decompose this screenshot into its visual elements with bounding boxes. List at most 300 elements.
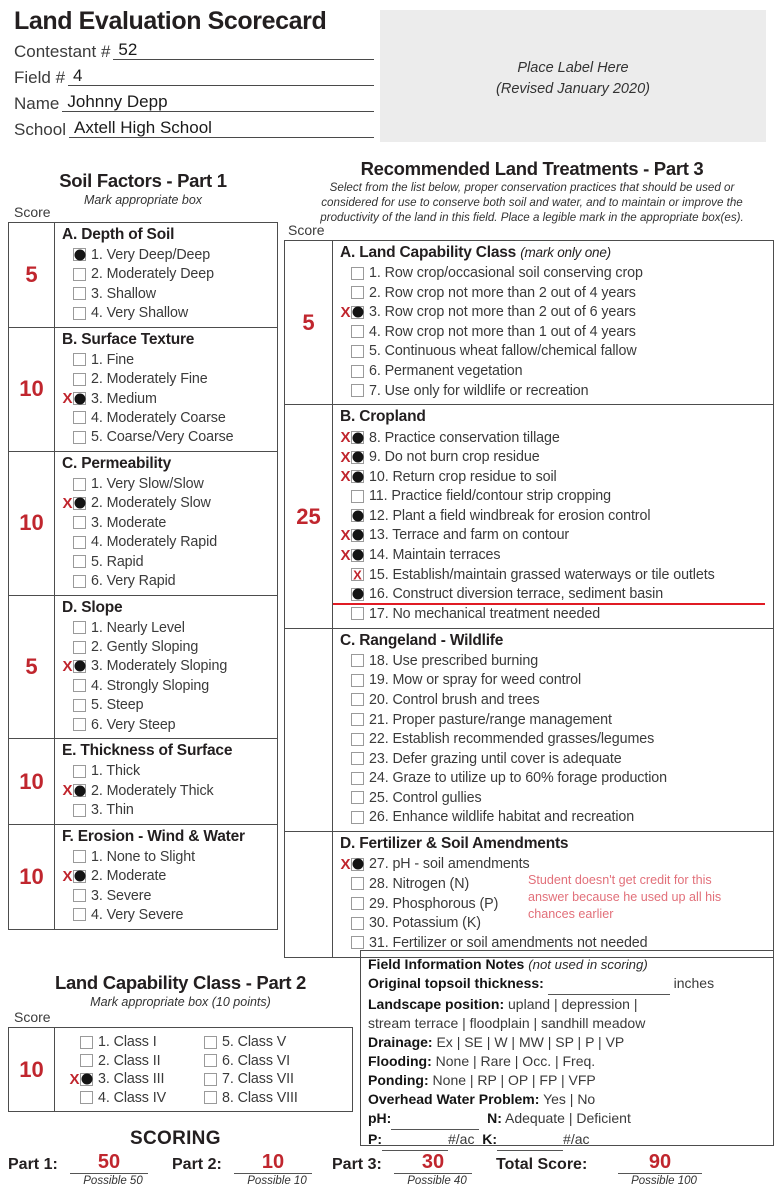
scoring-item <box>332 1152 476 1187</box>
option-row[interactable] <box>62 618 273 637</box>
option-row[interactable] <box>62 905 273 924</box>
checkbox-empty[interactable] <box>351 345 364 358</box>
option-row[interactable] <box>62 533 273 552</box>
part3-table <box>284 240 774 958</box>
part2-score-caption: Score <box>14 1009 51 1025</box>
option-label: 8. Practice conservation tillage <box>369 429 560 446</box>
checkbox-marked[interactable] <box>73 660 86 673</box>
factor-group <box>9 825 277 929</box>
scoring-value[interactable]: 90 <box>618 1152 702 1174</box>
ph-label: pH: <box>368 1109 392 1126</box>
factor-group <box>9 328 277 452</box>
place-label-text: Place Label Here <box>517 60 629 76</box>
checkbox-empty[interactable] <box>73 889 86 902</box>
option-label: 29. Phosphorous (P) <box>369 895 499 912</box>
option-label: 3. Class III <box>98 1071 165 1088</box>
checkbox-empty[interactable] <box>351 733 364 746</box>
factor-group <box>285 405 773 628</box>
score-cell[interactable]: 10 <box>9 825 55 929</box>
option-label: 3. Moderately Sloping <box>91 658 228 675</box>
grader-x-mark: X <box>340 855 351 873</box>
option-label: 6. Class VI <box>222 1052 291 1069</box>
option-row[interactable] <box>62 571 273 590</box>
group-title <box>340 244 769 262</box>
group-title-text: C. Permeability <box>62 455 171 473</box>
group-title-text: B. Surface Texture <box>62 330 195 348</box>
field-value-input[interactable]: 4 <box>68 67 374 86</box>
option-label: 7. Class VII <box>222 1071 294 1088</box>
ponding-label: Ponding: <box>368 1071 429 1088</box>
option-label: 1. Very Deep/Deep <box>91 246 211 263</box>
notes-title-note: (not used in scoring) <box>528 957 648 972</box>
score-cell[interactable] <box>285 832 333 956</box>
scoring-possible: Possible 40 <box>407 1175 467 1187</box>
group-title <box>62 226 273 244</box>
option-label: 28. Nitrogen (N) <box>369 875 470 892</box>
option-row[interactable] <box>62 350 273 369</box>
checkbox-empty[interactable] <box>351 674 364 687</box>
option-label: 1. Thick <box>91 763 140 780</box>
scoring-value[interactable]: 50 <box>70 1152 148 1174</box>
group-title-text: A. Land Capability Class <box>340 244 517 261</box>
checkbox-marked[interactable] <box>73 497 86 510</box>
checkbox-empty[interactable] <box>351 772 364 785</box>
checkbox-empty[interactable] <box>351 267 364 280</box>
group-body <box>55 825 277 929</box>
group-title <box>62 828 273 846</box>
option-row[interactable] <box>340 526 769 546</box>
checkbox-marked[interactable] <box>73 392 86 405</box>
n-label: N: <box>487 1109 502 1126</box>
checkbox-empty[interactable] <box>80 1036 93 1049</box>
checkbox-marked[interactable] <box>73 870 86 883</box>
option-row[interactable] <box>69 1089 166 1108</box>
checkbox-marked[interactable] <box>351 529 364 542</box>
checkbox-empty[interactable] <box>73 287 86 300</box>
grader-x-mark: X <box>62 494 73 512</box>
option-row[interactable] <box>340 729 769 749</box>
contestant-fields <box>14 39 374 138</box>
group-body <box>333 405 773 627</box>
checkbox-empty[interactable] <box>351 752 364 765</box>
k-label: K: <box>482 1130 498 1147</box>
factor-group <box>9 452 277 596</box>
option-label: 25. Control gullies <box>369 789 482 806</box>
option-row[interactable] <box>340 584 769 604</box>
field-row <box>14 39 374 60</box>
option-label: 7. Use only for wildlife or recreation <box>369 382 589 399</box>
option-row[interactable] <box>62 245 273 264</box>
checkbox-marked[interactable] <box>351 431 364 444</box>
group-title <box>62 331 273 349</box>
option-label: 4. Moderately Coarse <box>91 409 226 426</box>
option-label: 1. Row crop/occasional soil conserving crop <box>369 265 643 282</box>
n-value[interactable]: Adequate | Deficient <box>505 1109 631 1126</box>
checkbox-empty[interactable] <box>351 325 364 338</box>
checkbox-marked[interactable] <box>351 451 364 464</box>
option-label: 2. Gently Sloping <box>91 639 199 656</box>
option-row[interactable] <box>69 1070 166 1089</box>
checkbox-empty[interactable] <box>73 268 86 281</box>
drainage-value[interactable]: Ex | SE | W | MW | SP | P | VP <box>436 1033 625 1050</box>
option-row[interactable] <box>62 265 273 284</box>
group-body <box>55 452 277 595</box>
checkbox-empty[interactable] <box>351 286 364 299</box>
option-row[interactable] <box>340 710 769 730</box>
option-row[interactable] <box>62 408 273 427</box>
p-input[interactable] <box>382 1131 448 1151</box>
group-body <box>333 629 773 832</box>
checkbox-marked[interactable] <box>80 1073 93 1086</box>
group-title-text: D. Fertilizer & Soil Amendments <box>340 835 569 853</box>
checkbox-empty[interactable] <box>351 384 364 397</box>
group-title <box>340 408 769 426</box>
group-title <box>62 599 273 617</box>
k-input[interactable] <box>497 1131 563 1151</box>
checkbox-empty[interactable] <box>351 490 364 503</box>
place-label-box <box>380 10 766 142</box>
option-label: 1. Class I <box>98 1034 157 1051</box>
grader-x-mark: X <box>340 448 351 466</box>
scoring-label: Part 2: <box>172 1156 222 1173</box>
option-row[interactable] <box>62 552 273 571</box>
option-row[interactable] <box>62 474 273 493</box>
part3-header <box>290 158 774 225</box>
option-row[interactable] <box>340 302 769 322</box>
score-cell[interactable]: 10 <box>9 452 55 595</box>
field-row <box>14 117 374 138</box>
checkbox-empty[interactable] <box>73 765 86 778</box>
checkbox-empty[interactable] <box>351 693 364 706</box>
checkbox-empty[interactable] <box>351 654 364 667</box>
option-row[interactable] <box>340 749 769 769</box>
group-title-text: F. Erosion - Wind & Water <box>62 827 245 845</box>
overhead-water-value[interactable]: Yes | No <box>543 1090 596 1107</box>
checkbox-empty[interactable] <box>351 791 364 804</box>
option-label: 11. Practice field/contour strip cropping <box>369 488 611 505</box>
scoring-item <box>496 1152 706 1187</box>
option-row[interactable] <box>340 263 769 283</box>
part2-table <box>8 1027 353 1112</box>
option-row[interactable] <box>62 284 273 303</box>
score-cell[interactable]: 5 <box>285 241 333 404</box>
part2-score-cell[interactable]: 10 <box>9 1028 55 1111</box>
scoring-possible: Possible 10 <box>247 1175 307 1187</box>
option-label: 1. Fine <box>91 351 135 368</box>
option-label: 5. Coarse/Very Coarse <box>91 429 234 446</box>
option-row[interactable] <box>62 847 273 866</box>
checkbox-empty[interactable] <box>73 641 86 654</box>
checkbox-marked[interactable] <box>73 248 86 261</box>
score-cell[interactable]: 10 <box>9 328 55 451</box>
option-row[interactable] <box>62 781 273 800</box>
option-row[interactable] <box>193 1052 298 1071</box>
option-label: 3. Row crop not more than 2 out of 6 years <box>369 304 636 321</box>
option-label: 2. Row crop not more than 2 out of 4 years <box>369 284 636 301</box>
header-block <box>14 8 374 138</box>
option-label: 5. Continuous wheat fallow/chemical fallow <box>369 343 637 360</box>
option-label: 3. Thin <box>91 802 134 819</box>
option-label: 26. Enhance wildlife habitat and recreation <box>369 809 635 826</box>
option-row[interactable] <box>62 370 273 389</box>
checkbox-empty[interactable] <box>80 1054 93 1067</box>
option-row[interactable] <box>340 487 769 507</box>
option-row[interactable] <box>340 671 769 691</box>
factor-group <box>285 629 773 833</box>
checkbox-marked[interactable] <box>351 858 364 871</box>
checkbox-empty[interactable] <box>73 353 86 366</box>
group-title <box>62 455 273 473</box>
option-row[interactable] <box>340 690 769 710</box>
option-label: 14. Maintain terraces <box>369 547 501 564</box>
checkbox-empty[interactable] <box>204 1036 217 1049</box>
option-row[interactable] <box>340 283 769 303</box>
group-title-note: (mark only one) <box>520 245 611 260</box>
checkbox-empty[interactable] <box>351 811 364 824</box>
option-row[interactable] <box>340 604 769 624</box>
checkbox-empty[interactable] <box>351 607 364 620</box>
option-label: 24. Graze to utilize up to 60% forage production <box>369 770 668 787</box>
factor-group <box>9 223 277 328</box>
option-row[interactable] <box>62 303 273 322</box>
option-row[interactable] <box>69 1033 166 1052</box>
option-label: 20. Control brush and trees <box>369 691 540 708</box>
topsoil-input[interactable] <box>548 975 670 995</box>
option-row[interactable] <box>340 361 769 381</box>
checkbox-marked[interactable] <box>351 509 364 522</box>
option-label: 3. Shallow <box>91 285 156 302</box>
option-row[interactable] <box>340 651 769 671</box>
option-row[interactable] <box>340 342 769 362</box>
part1-heading: Soil Factors - Part 1 <box>59 170 227 191</box>
score-cell[interactable]: 5 <box>9 596 55 739</box>
field-info-notes <box>360 950 774 1146</box>
option-row[interactable] <box>69 1052 166 1071</box>
option-row[interactable] <box>340 769 769 789</box>
landscape-value-2[interactable]: stream terrace | floodplain | sandhill meadow <box>368 1014 646 1031</box>
checkbox-empty[interactable] <box>351 897 364 910</box>
option-label: 16. Construct diversion terrace, sediment basin <box>369 586 664 603</box>
option-label: 27. pH - soil amendments <box>369 856 530 873</box>
part3-score-caption: Score <box>288 222 325 238</box>
option-row[interactable] <box>340 322 769 342</box>
part1-table <box>8 222 278 930</box>
option-row[interactable] <box>62 676 273 695</box>
scoring-label: Part 1: <box>8 1156 58 1173</box>
scoring-value[interactable]: 10 <box>234 1152 312 1174</box>
field-label: School <box>14 120 66 140</box>
option-row[interactable] <box>62 428 273 447</box>
checkbox-empty[interactable] <box>351 713 364 726</box>
option-label: 2. Moderate <box>91 868 167 885</box>
option-label: 4. Very Shallow <box>91 305 189 322</box>
group-title-text: E. Thickness of Surface <box>62 742 233 760</box>
topsoil-unit: inches <box>673 974 715 991</box>
option-row[interactable] <box>62 762 273 781</box>
group-title <box>340 835 769 853</box>
option-label: 22. Establish recommended grasses/legumes <box>369 731 655 748</box>
field-value-input[interactable]: Johnny Depp <box>62 93 374 112</box>
checkbox-marked[interactable] <box>351 470 364 483</box>
field-row <box>14 65 374 86</box>
option-label: 13. Terrace and farm on contour <box>369 527 570 544</box>
scoring-item <box>8 1152 152 1187</box>
grader-x-mark: X <box>340 468 351 486</box>
checkbox-empty[interactable] <box>73 478 86 491</box>
scoring-possible: Possible 50 <box>83 1175 143 1187</box>
group-title-text: D. Slope <box>62 598 123 616</box>
option-label: 5. Rapid <box>91 553 144 570</box>
option-row[interactable] <box>340 788 769 808</box>
scoring-item <box>172 1152 316 1187</box>
option-label: 3. Medium <box>91 390 157 407</box>
checkbox-empty[interactable] <box>351 917 364 930</box>
checkbox-empty[interactable] <box>351 936 364 949</box>
option-row[interactable] <box>193 1070 298 1089</box>
ponding-value[interactable]: None | RP | OP | FP | VFP <box>432 1071 596 1088</box>
option-label: 15. Establish/maintain grassed waterways or tile outlets <box>369 566 715 583</box>
score-cell[interactable]: 5 <box>9 223 55 327</box>
checkbox-empty[interactable] <box>204 1054 217 1067</box>
option-label: 5. Steep <box>91 697 144 714</box>
checkbox-empty[interactable] <box>73 699 86 712</box>
option-label: 6. Very Rapid <box>91 573 176 589</box>
option-label: 3. Moderate <box>91 514 167 531</box>
checkbox-marked[interactable] <box>351 588 364 601</box>
checkbox-empty[interactable] <box>73 804 86 817</box>
option-row[interactable] <box>62 696 273 715</box>
option-label: 21. Proper pasture/range management <box>369 711 612 728</box>
checkbox-empty[interactable] <box>73 516 86 529</box>
option-row[interactable] <box>340 467 769 487</box>
group-title-text: C. Rangeland - Wildlife <box>340 631 504 649</box>
part3-heading: Recommended Land Treatments - Part 3 <box>360 158 704 179</box>
option-row[interactable] <box>62 715 273 734</box>
group-title-text: A. Depth of Soil <box>62 226 175 243</box>
option-row[interactable] <box>340 565 769 585</box>
grader-x-mark: X <box>69 1070 80 1088</box>
option-row[interactable] <box>62 637 273 656</box>
field-value-input[interactable]: Axtell High School <box>69 119 374 138</box>
checkbox-empty[interactable] <box>73 679 86 692</box>
landscape-label: Landscape position: <box>368 995 505 1012</box>
checkbox-marked[interactable] <box>73 784 86 797</box>
option-label: 2. Moderately Deep <box>91 266 214 283</box>
grader-x-mark: X <box>62 867 73 885</box>
option-row[interactable] <box>62 494 273 513</box>
grader-x-mark: X <box>340 303 351 321</box>
option-label: 1. None to Slight <box>91 848 196 865</box>
score-cell[interactable]: 10 <box>9 739 55 823</box>
checkbox-empty[interactable] <box>73 536 86 549</box>
checkbox-empty[interactable] <box>73 908 86 921</box>
field-label: Contestant # <box>14 42 111 62</box>
checkbox-marked[interactable] <box>351 549 364 562</box>
grader-x-mark: X <box>340 526 351 544</box>
checkbox-x-marked[interactable] <box>351 568 364 581</box>
group-body <box>55 596 277 739</box>
p-label: P: <box>368 1130 382 1147</box>
scoring-title: SCORING <box>130 1128 221 1149</box>
option-label: 2. Moderately Thick <box>91 782 214 799</box>
ph-input[interactable] <box>391 1110 479 1130</box>
group-title <box>62 742 273 760</box>
option-row[interactable] <box>340 545 769 565</box>
checkbox-empty[interactable] <box>73 621 86 634</box>
option-row[interactable] <box>340 428 769 448</box>
option-row[interactable] <box>340 506 769 526</box>
checkbox-empty[interactable] <box>204 1073 217 1086</box>
option-label: 19. Mow or spray for weed control <box>369 672 582 689</box>
field-label: Field # <box>14 68 66 88</box>
option-label: 2. Moderately Slow <box>91 495 211 512</box>
option-row[interactable] <box>62 657 273 676</box>
grader-x-mark: X <box>340 429 351 447</box>
option-row[interactable] <box>62 866 273 885</box>
checkbox-empty[interactable] <box>80 1091 93 1104</box>
option-label: 6. Very Steep <box>91 716 176 733</box>
checkbox-empty[interactable] <box>73 307 86 320</box>
option-row[interactable] <box>340 381 769 401</box>
checkbox-marked[interactable] <box>351 306 364 319</box>
field-label: Name <box>14 94 60 114</box>
group-body <box>333 241 773 404</box>
checkbox-empty[interactable] <box>73 431 86 444</box>
option-row[interactable] <box>340 447 769 467</box>
checkbox-empty[interactable] <box>73 850 86 863</box>
checkbox-empty[interactable] <box>73 718 86 731</box>
option-row[interactable] <box>62 513 273 532</box>
checkbox-empty[interactable] <box>73 411 86 424</box>
revision-date-text: (Revised January 2020) <box>496 81 650 98</box>
option-label: 23. Defer grazing until cover is adequate <box>369 750 622 767</box>
option-label: 8. Class VIII <box>222 1089 298 1106</box>
factor-group <box>9 596 277 740</box>
score-cell[interactable]: 25 <box>285 405 333 627</box>
option-row[interactable] <box>193 1033 298 1052</box>
part2-header <box>8 972 353 1009</box>
option-label: 4. Class IV <box>98 1089 167 1106</box>
flooding-value[interactable]: None | Rare | Occ. | Freq. <box>435 1052 596 1069</box>
page-title: Land Evaluation Scorecard <box>14 7 327 35</box>
scoring-value[interactable]: 30 <box>394 1152 472 1174</box>
field-value-input[interactable]: 52 <box>113 41 374 60</box>
option-row[interactable] <box>62 886 273 905</box>
option-label: 18. Use prescribed burning <box>369 652 539 669</box>
part2-columns <box>69 1033 348 1107</box>
option-label: 10. Return crop residue to soil <box>369 468 557 485</box>
checkbox-empty[interactable] <box>351 365 364 378</box>
option-label: 30. Potassium (K) <box>369 915 481 932</box>
landscape-value-1[interactable]: upland | depression | <box>508 995 638 1012</box>
scoring-possible: Possible 100 <box>631 1175 697 1187</box>
part3-subheading: Select from the list below, proper conservation practices that should be used or considered for use to conserve both soil and water, and to maintain or improve the productivity of the land in this field. Place a legible mark in the appropriate box(es). <box>320 181 744 224</box>
field-row <box>14 91 374 112</box>
checkbox-empty[interactable] <box>73 373 86 386</box>
option-row[interactable] <box>340 808 769 828</box>
checkbox-empty[interactable] <box>73 575 86 588</box>
option-row[interactable] <box>62 800 273 819</box>
grader-x-mark: X <box>62 390 73 408</box>
option-label: 12. Plant a field windbreak for erosion control <box>369 507 651 524</box>
score-cell[interactable] <box>285 629 333 832</box>
option-row[interactable] <box>193 1089 298 1108</box>
checkbox-empty[interactable] <box>351 877 364 890</box>
option-row[interactable] <box>62 389 273 408</box>
checkbox-empty[interactable] <box>204 1091 217 1104</box>
group-body <box>55 739 277 823</box>
checkbox-empty[interactable] <box>73 555 86 568</box>
